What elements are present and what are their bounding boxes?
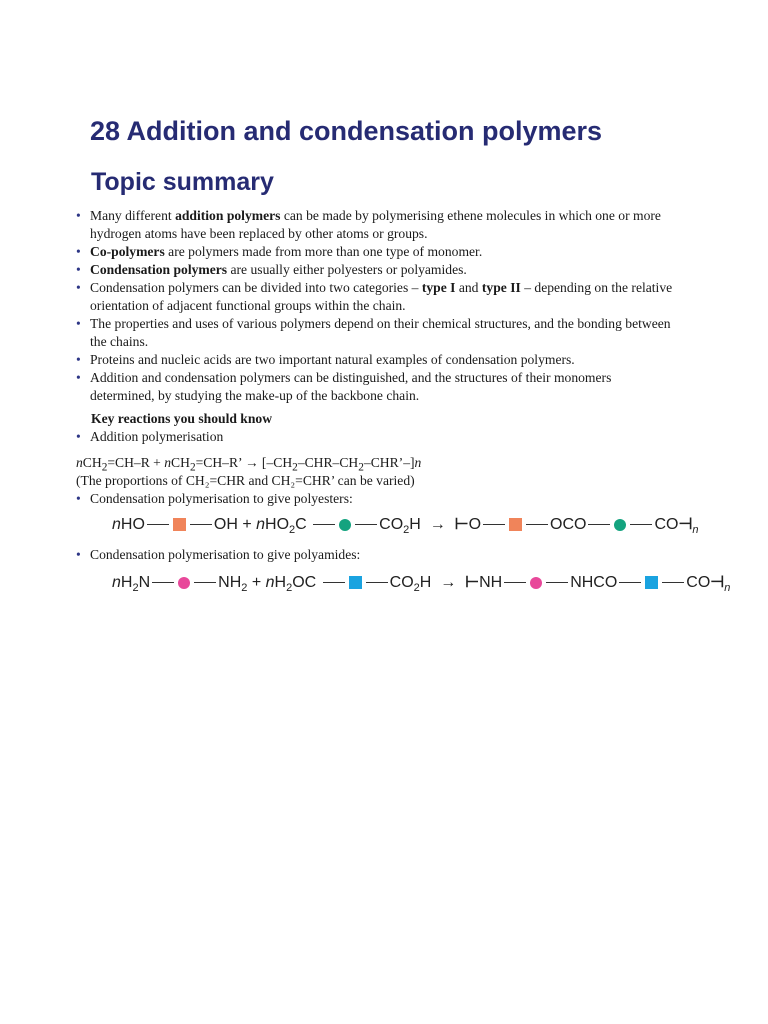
orange-square-icon <box>509 518 522 531</box>
list-item: • Proteins and nucleic acids are two important natural examples of condensation polymers. <box>76 351 676 369</box>
orange-square-icon <box>173 518 186 531</box>
list-item: • Addition and condensation polymers can be distinguished, and the structures of their monomers determined, by studying the make-up of the backbone chain. <box>76 369 676 405</box>
blue-square-icon <box>645 576 658 589</box>
polyamide-label: • Condensation polymerisation to give polyamides: <box>76 547 360 563</box>
polyester-label: • Condensation polymerisation to give polyesters: <box>76 491 353 507</box>
section-heading: Topic summary <box>91 168 274 196</box>
pink-circle-icon <box>178 577 190 589</box>
list-item: • Condensation polymers can be divided into two categories – type I and type II – depending on the relative orientation of adjacent functional groups within the chain. <box>76 279 676 315</box>
chapter-title: 28 Addition and condensation polymers <box>90 116 603 146</box>
addition-note: (The proportions of CH₂=CHR and CH₂=CHR’ can be varied) <box>76 473 415 488</box>
list-item: • Many different addition polymers can be made by polymerising ethene molecules in which one or more hydrogen atoms have been replaced by other atoms or groups. <box>76 207 676 243</box>
addition-label: • Addition polymerisation <box>76 429 223 445</box>
addition-equation: nCH$_2$=CH–R + nCH$_2$=CH–R’ → $[-CH_2-CHR-CH_2-CHR’-]n$ <box>76 455 422 474</box>
polyester-equation: nHO OH + nHO$_2$C $CO_2H$ → ⊢O OCO $CO⊣_n$ <box>112 516 699 537</box>
polyamide-equation: $nH_2N$ $NH_2 + nH_2OC$ $CO_2H$ → ⊢NH NHCO $CO⊣_n$ <box>112 574 731 595</box>
green-circle-icon <box>339 519 351 531</box>
list-item: • The properties and uses of various polymers depend on their chemical structures, and the bonding between the chains. <box>76 315 676 351</box>
list-item: • Co-polymers are polymers made from more than one type of monomer. <box>76 243 676 261</box>
green-circle-icon <box>614 519 626 531</box>
blue-square-icon <box>349 576 362 589</box>
key-reactions-heading: Key reactions you should know <box>91 411 273 426</box>
pink-circle-icon <box>530 577 542 589</box>
summary-list <box>76 207 676 405</box>
list-item: • Condensation polymers are usually either polyesters or polyamides. <box>76 261 676 279</box>
